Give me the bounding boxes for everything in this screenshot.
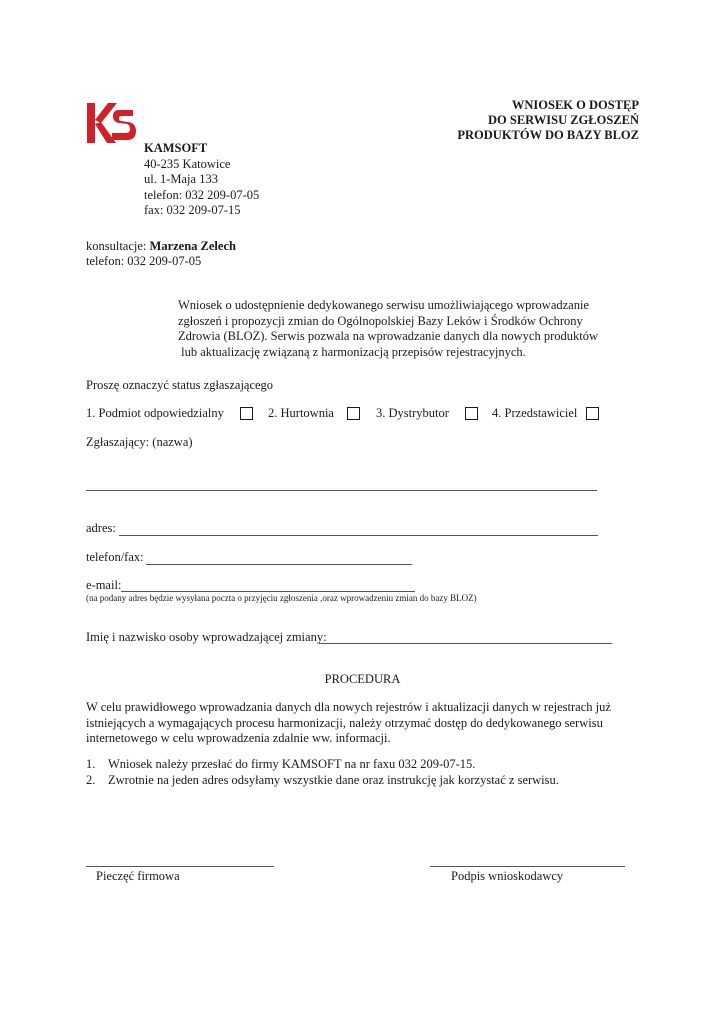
status-checkbox-1[interactable]: [240, 407, 253, 420]
procedure-line-1: W celu prawidłowego wprowadzania danych dla nowych rejestrów i aktualizacji danych w rejestrach już: [86, 700, 611, 714]
address-label: adres:: [86, 521, 116, 535]
intro-line-4: lub aktualizację związaną z harmonizacją przepisów rejestracyjnych.: [178, 344, 526, 359]
company-postal: 40-235 Katowice: [144, 156, 231, 171]
intro-line-1: Wniosek o udostępnienie dedykowanego serwisu umożliwiającego wprowadzanie: [178, 298, 589, 312]
list-item: [86, 757, 559, 773]
ks-logo-icon: [86, 102, 136, 144]
address-field[interactable]: [119, 535, 598, 536]
status-option-label-4: 4. Przedstawiciel: [492, 406, 578, 420]
status-prompt: Proszę oznaczyć status zgłaszającego: [86, 378, 274, 392]
person-label: Imię i nazwisko osoby wprowadzającej zmiany:: [86, 630, 327, 644]
applicant-label: Zgłaszający: (nazwa): [86, 435, 193, 449]
company-street: ul. 1-Maja 133: [144, 172, 218, 186]
title-line-2: DO SERWISU ZGŁOSZEŃ: [488, 113, 639, 127]
consult-person: Marzena Zelech: [149, 239, 236, 253]
phone-fax-label: telefon/fax:: [86, 550, 144, 564]
phone-fax-field[interactable]: [146, 564, 412, 565]
procedure-text: [86, 700, 611, 747]
step-number: 2.: [86, 772, 96, 787]
title-line-3: PRODUKTÓW DO BAZY BLOZ: [457, 128, 639, 142]
status-checkbox-3[interactable]: [465, 407, 478, 420]
email-note: (na podany adres będzie wysyłana poczta o przyjęciu zgłoszenia ,oraz wprowadzeniu zmian do bazy BLOZ): [86, 593, 477, 603]
intro-paragraph: [178, 298, 598, 360]
procedure-steps: [86, 757, 559, 788]
step-text: Wniosek należy przesłać do firmy KAMSOFT na nr faxu 032 209-07-15.: [108, 757, 476, 771]
email-label: e-mail:: [86, 578, 122, 592]
person-field[interactable]: [319, 643, 612, 644]
list-item: [86, 773, 559, 789]
consult-phone: telefon: 032 209-07-05: [86, 254, 202, 268]
procedure-heading: PROCEDURA: [324, 672, 401, 686]
status-checkbox-4[interactable]: [586, 407, 599, 420]
step-text: Zwrotnie na jeden adres odsyłamy wszystkie dane oraz instrukcję jak korzystać z serwisu.: [108, 772, 559, 787]
stamp-line: [86, 866, 274, 867]
company-address: [144, 141, 259, 219]
company-name: KAMSOFT: [144, 141, 208, 155]
procedure-line-2: istniejących a wymagających procesu harmonizacji, należy otrzymać dostęp do dedykowanego serwisu: [86, 715, 603, 730]
stamp-label: Pieczęć firmowa: [96, 869, 180, 883]
procedure-line-3: internetowego w celu wprowadzenia zdalnie ww. informacji.: [86, 731, 391, 745]
step-number: 1.: [86, 757, 96, 771]
signature-label: Podpis wnioskodawcy: [451, 869, 564, 883]
applicant-name-field[interactable]: [86, 490, 597, 491]
status-option-label-2: 2. Hurtownia: [268, 406, 334, 420]
status-option-label-1: 1. Podmiot odpowiedzialny: [86, 406, 224, 420]
intro-line-3: Zdrowia (BLOZ). Serwis pozwala na wprowadzanie danych dla nowych produktów: [178, 329, 599, 343]
title-line-1: WNIOSEK O DOSTĘP: [511, 98, 639, 112]
status-option-label-3: 3. Dystrybutor: [376, 406, 449, 420]
signature-line: [430, 866, 625, 867]
status-checkbox-2[interactable]: [347, 407, 360, 420]
document-title: [457, 98, 639, 143]
consult-label: konsultacje:: [86, 239, 150, 253]
company-fax: fax: 032 209-07-15: [144, 203, 241, 217]
consult-line: [86, 239, 236, 254]
email-field[interactable]: [121, 591, 415, 592]
intro-line-2: zgłoszeń i propozycji zmian do Ogólnopolskiej Bazy Leków i Środków Ochrony: [178, 313, 583, 328]
company-phone: telefon: 032 209-07-05: [144, 187, 260, 202]
